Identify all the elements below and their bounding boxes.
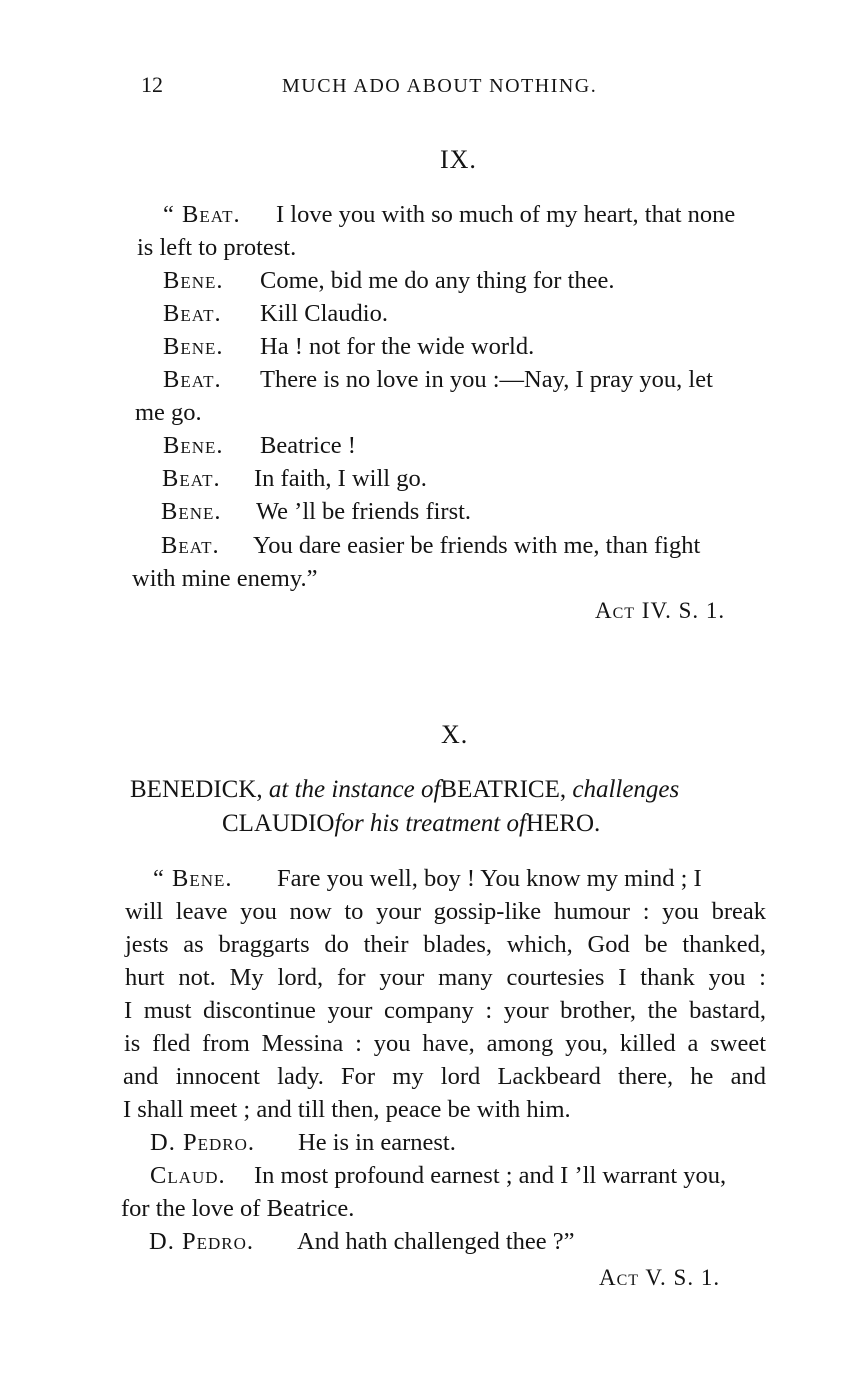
verse-line bbox=[125, 966, 766, 991]
line-text: I must discontinue your company : your brother, the bastard, bbox=[124, 997, 766, 1024]
line-text: There is no love in you :—Nay, I pray you, let bbox=[260, 366, 713, 393]
title-part: at the instance of bbox=[268, 776, 441, 803]
verse-line bbox=[121, 1197, 354, 1222]
speaker-label: “ Bene. bbox=[153, 865, 233, 892]
verse-line bbox=[124, 999, 766, 1024]
line-text: You dare easier be friends with me, than fight bbox=[253, 532, 701, 559]
verse-line bbox=[124, 1032, 766, 1057]
speaker-label: Bene. bbox=[161, 498, 222, 525]
speaker-label: Beat. bbox=[161, 532, 220, 559]
line-text: Beatrice ! bbox=[260, 432, 356, 459]
section-title-line bbox=[222, 810, 600, 838]
title-part: BENEDICK, bbox=[130, 776, 263, 803]
verse-line bbox=[125, 900, 766, 925]
speaker-label: D. Pedro. bbox=[150, 1129, 255, 1156]
speaker-label: Bene. bbox=[163, 432, 224, 459]
line-text: for the love of Beatrice. bbox=[121, 1195, 355, 1222]
verse-line bbox=[150, 1164, 762, 1189]
verse-line bbox=[123, 1065, 766, 1090]
title-part: BEATRICE, bbox=[440, 776, 567, 803]
verse-line bbox=[163, 368, 713, 393]
verse-line bbox=[153, 867, 766, 892]
speaker-label: “ Beat. bbox=[163, 201, 241, 228]
title-part: HERO. bbox=[525, 810, 601, 837]
line-text: Kill Claudio. bbox=[260, 300, 388, 327]
title-part: CLAUDIO bbox=[222, 810, 335, 837]
section-heading-ix: IX. bbox=[440, 145, 477, 174]
line-text: will leave you now to your gossip-like humour : you break bbox=[125, 898, 766, 925]
verse-line bbox=[163, 335, 534, 360]
line-text: Ha ! not for the wide world. bbox=[260, 333, 535, 360]
line-text: In most profound earnest ; and I ’ll warrant you, bbox=[254, 1162, 727, 1189]
line-text: jests as braggarts do their blades, which, God be thanked, bbox=[125, 931, 766, 958]
line-text: and innocent lady. For my lord Lackbeard there, he and bbox=[123, 1063, 766, 1090]
act-scene-citation: Act V. S. 1. bbox=[599, 1265, 721, 1290]
verse-line bbox=[123, 1098, 571, 1123]
verse-line bbox=[149, 1230, 575, 1255]
line-text: hurt not. My lord, for your many courtesies I thank you : bbox=[125, 964, 766, 991]
line-text: Fare you well, boy ! You know my mind ; I bbox=[277, 865, 702, 892]
verse-line bbox=[162, 467, 427, 492]
verse-line bbox=[137, 236, 296, 261]
line-text: We ’ll be friends first. bbox=[256, 498, 472, 525]
verse-line bbox=[150, 1131, 456, 1156]
verse-line bbox=[161, 500, 471, 525]
speaker-label: Bene. bbox=[163, 333, 224, 360]
line-text: me go. bbox=[135, 399, 202, 426]
verse-line bbox=[132, 567, 318, 592]
running-title: MUCH ADO ABOUT NOTHING. bbox=[282, 75, 598, 97]
title-part: challenges bbox=[572, 776, 680, 803]
line-text: He is in earnest. bbox=[298, 1129, 456, 1156]
section-title-line bbox=[130, 776, 679, 804]
verse-line bbox=[163, 302, 388, 327]
line-text: I shall meet ; and till then, peace be with him. bbox=[123, 1096, 571, 1123]
verse-line bbox=[163, 203, 776, 228]
speaker-label: Beat. bbox=[162, 465, 221, 492]
verse-line bbox=[161, 534, 700, 559]
line-text: I love you with so much of my heart, that none bbox=[276, 201, 736, 228]
speaker-label: Beat. bbox=[163, 300, 222, 327]
verse-line bbox=[135, 401, 202, 426]
line-text: And hath challenged thee ?” bbox=[297, 1228, 575, 1255]
line-text: with mine enemy.” bbox=[132, 565, 318, 592]
verse-line bbox=[163, 269, 615, 294]
verse-line bbox=[125, 933, 766, 958]
line-text: Come, bid me do any thing for thee. bbox=[260, 267, 615, 294]
title-part: for his treatment of bbox=[334, 810, 526, 837]
act-scene-citation: Act IV. S. 1. bbox=[595, 598, 726, 623]
line-text: is fled from Messina : you have, among you, killed a sweet bbox=[124, 1030, 766, 1057]
speaker-label: Bene. bbox=[163, 267, 224, 294]
page-number: 12 bbox=[141, 72, 163, 97]
speaker-label: Claud. bbox=[150, 1162, 226, 1189]
speaker-label: Beat. bbox=[163, 366, 222, 393]
line-text: is left to protest. bbox=[137, 234, 297, 261]
section-heading-x: X. bbox=[441, 720, 469, 749]
verse-line bbox=[163, 434, 356, 459]
line-text: In faith, I will go. bbox=[254, 465, 427, 492]
speaker-label: D. Pedro. bbox=[149, 1228, 254, 1255]
